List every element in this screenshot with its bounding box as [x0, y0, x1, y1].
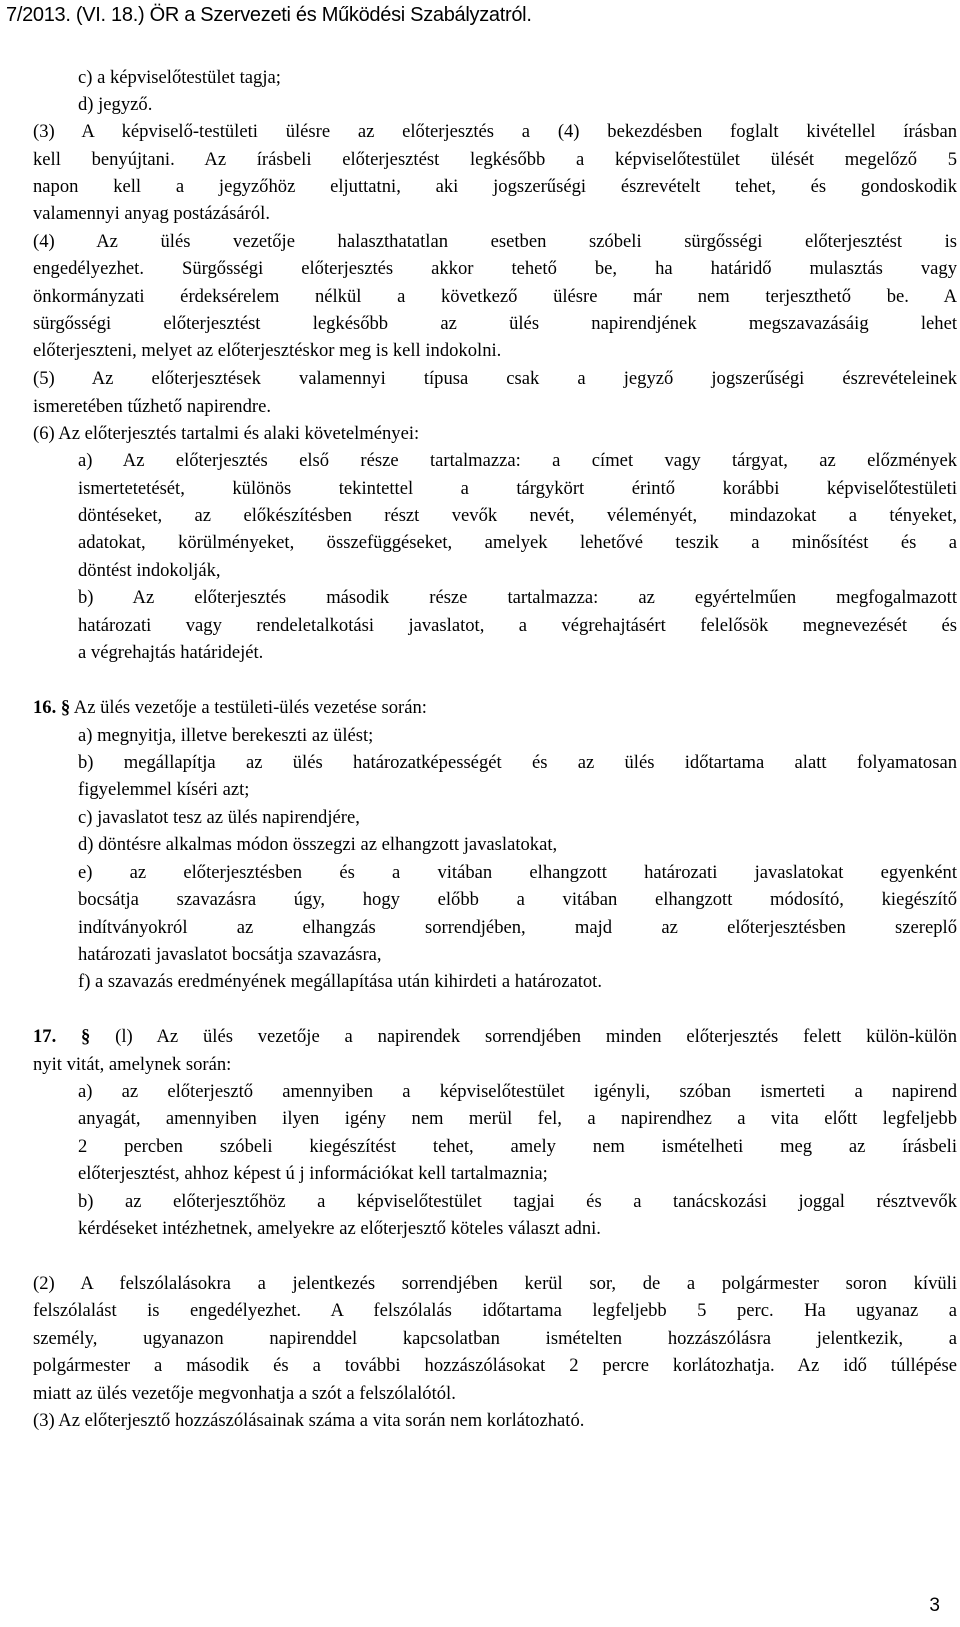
text-line: [78, 941, 382, 968]
text-line: [78, 475, 957, 502]
text-line: [78, 804, 360, 831]
text-line: [78, 1133, 957, 1160]
text-line: [33, 310, 957, 337]
text-line: [33, 200, 270, 227]
line-text: figyelemmel kíséri azt;: [78, 779, 250, 800]
line-text: kell benyújtani. Az írásbeli előterjesztést legkésőbb a képviselőtestület ülését megelőző 5: [33, 149, 957, 170]
section-number: 17. §: [33, 1026, 91, 1047]
line-text: felszólalást is engedélyezhet. A felszólalás időtartama legfeljebb 5 perc. Ha ugyanaz a: [33, 1300, 957, 1321]
text-line: [78, 831, 557, 858]
line-text: a) Az előterjesztés első része tartalmazza: a címet vagy tárgyat, az előzmények: [78, 450, 957, 471]
text-line: [78, 91, 152, 118]
line-text: a végrehajtás határidejét.: [78, 642, 264, 663]
line-text: a) az előterjesztő amennyiben a képviselőtestület igényli, szóban ismerteti a napirend: [78, 1081, 957, 1102]
text-line: [78, 1188, 957, 1215]
text-line: [78, 1215, 601, 1242]
text-line: [33, 118, 957, 145]
line-text: napon kell a jegyzőhöz eljuttatni, aki jogszerűségi észrevételt tehet, és gondoskodik: [33, 176, 957, 197]
text-line: [33, 228, 957, 255]
text-line: [78, 722, 373, 749]
text-line: [78, 584, 957, 611]
text-line: [78, 886, 957, 913]
line-text: határozati javaslatot bocsátja szavazásra,: [78, 944, 382, 965]
text-line: [33, 1297, 957, 1324]
text-line: [78, 64, 281, 91]
text-line: [33, 1051, 231, 1078]
text-line: [78, 1160, 548, 1187]
line-text: bocsátja szavazásra úgy, hogy előbb a vitában elhangzott módosító, kiegészítő: [78, 889, 957, 910]
text-line: [33, 173, 957, 200]
text-line: [33, 1352, 957, 1379]
section-number: 16. §: [33, 697, 71, 718]
line-text: d) jegyző.: [78, 94, 153, 115]
line-text: a) megnyitja, illetve berekeszti az ülést;: [78, 725, 374, 746]
line-text: 2 percben szóbeli kiegészítést tehet, amely nem ismételheti meg az írásbeli: [78, 1136, 957, 1157]
line-text: (3) A képviselő-testületi ülésre az előterjesztés a (4) bekezdésben foglalt kivétellel írásban: [33, 121, 957, 142]
line-text: döntéseket, az előkészítésben részt vevők nevét, véleményét, mindazokat a tényeket,: [78, 505, 957, 526]
text-line: [78, 612, 957, 639]
text-line: [78, 968, 602, 995]
line-text: ismeretében tűzhető napirendre.: [33, 396, 271, 417]
text-line: [33, 1270, 957, 1297]
text-line: [33, 1023, 957, 1050]
text-line: [33, 365, 957, 392]
line-text: anyagát, amennyiben ilyen igény nem merül fel, a napirendhez a vita előtt legfeljebb: [78, 1108, 957, 1129]
line-text: határozati vagy rendeletalkotási javaslatot, a végrehajtásért felelősök megnevezését és: [78, 615, 957, 636]
line-text: (4) Az ülés vezetője halaszthatatlan esetben szóbeli sürgősségi előterjesztést is: [33, 231, 957, 252]
text-line: [33, 146, 957, 173]
line-text: (l) Az ülés vezetője a napirendek sorrendjében minden előterjesztés felett külön-külön: [90, 1026, 957, 1047]
line-text: indítványokról az elhangzás sorrendjében, majd az előterjesztésben szereplő: [78, 917, 957, 938]
line-text: f) a szavazás eredményének megállapítása után kihirdeti a határozatot.: [78, 971, 602, 992]
line-text: ismertetetését, különös tekintettel a tárgykört érintő korábbi képviselőtestületi: [78, 478, 957, 499]
line-text: b) Az előterjesztés második része tartalmazza: az egyértelműen megfogalmazott: [78, 587, 957, 608]
text-line: [78, 529, 957, 556]
line-text: (2) A felszólalásokra a jelentkezés sorrendjében kerül sor, de a polgármester soron kívüli: [33, 1273, 957, 1294]
text-line: [78, 914, 957, 941]
text-line: [78, 557, 221, 584]
line-text: sürgősségi előterjesztést legkésőbb az ülés napirendjének megszavazásáig lehet: [33, 313, 957, 334]
line-text: polgármester a második és a további hozzászólásokat 2 percre korlátozhatja. Az idő túllépése: [33, 1355, 957, 1376]
line-text: Az ülés vezetője a testületi-ülés vezetése során:: [70, 697, 427, 718]
text-line: [78, 749, 957, 776]
page-number: 3: [929, 1595, 940, 1616]
line-text: c) a képviselőtestület tagja;: [78, 67, 281, 88]
line-text: e) az előterjesztésben és a vitában elhangzott határozati javaslatokat egyenként: [78, 862, 957, 883]
text-line: [78, 1078, 957, 1105]
line-text: személy, ugyanazon napirenddel kapcsolatban ismételten hozzászólásra jelentkezik, a: [33, 1328, 957, 1349]
line-text: b) megállapítja az ülés határozatképességét és az ülés időtartama alatt folyamatosan: [78, 752, 957, 773]
line-text: előterjesztést, ahhoz képest ú j információkat kell tartalmaznia;: [78, 1163, 548, 1184]
text-line: [78, 639, 263, 666]
line-text: valamennyi anyag postázásáról.: [33, 203, 270, 224]
text-line: [33, 255, 957, 282]
text-line: [33, 1325, 957, 1352]
line-text: előterjeszteni, melyet az előterjesztéskor meg is kell indokolni.: [33, 340, 502, 361]
text-line: [78, 1105, 957, 1132]
line-text: engedélyezhet. Sürgősségi előterjesztés akkor tehető be, ha határidő mulasztás vagy: [33, 258, 957, 279]
line-text: adatokat, körülményeket, összefüggéseket, amelyek lehetővé teszik a minősítést és a: [78, 532, 957, 553]
line-text: kérdéseket intézhetnek, amelyekre az előterjesztő köteles választ adni.: [78, 1218, 601, 1239]
text-line: [33, 1407, 584, 1434]
line-text: (6) Az előterjesztés tartalmi és alaki követelményei:: [33, 423, 420, 444]
text-line: [33, 420, 419, 447]
text-line: [78, 447, 957, 474]
text-line: [33, 1380, 456, 1407]
line-text: miatt az ülés vezetője megvonhatja a szót a felszólalótól.: [33, 1383, 456, 1404]
line-text: önkormányzati érdeksérelem nélkül a következő ülésre már nem terjeszthető be. A: [33, 286, 957, 307]
text-line: [33, 393, 271, 420]
line-text: d) döntésre alkalmas módon összegzi az elhangzott javaslatokat,: [78, 834, 558, 855]
page-header-title: 7/2013. (VI. 18.) ÖR a Szervezeti és Működési Szabályzatról.: [6, 4, 532, 26]
line-text: nyit vitát, amelynek során:: [33, 1054, 232, 1075]
text-line: [33, 337, 501, 364]
text-line: [33, 283, 957, 310]
text-line: [78, 776, 249, 803]
line-text: c) javaslatot tesz az ülés napirendjére,: [78, 807, 360, 828]
line-text: (5) Az előterjesztések valamennyi típusa csak a jegyző jogszerűségi észrevételeinek: [33, 368, 957, 389]
text-line: [78, 859, 957, 886]
text-line: [33, 694, 427, 721]
line-text: (3) Az előterjesztő hozzászólásainak száma a vita során nem korlátozható.: [33, 1410, 585, 1431]
line-text: döntést indokolják,: [78, 560, 221, 581]
text-line: [78, 502, 957, 529]
line-text: b) az előterjesztőhöz a képviselőtestület tagjai és a tanácskozási joggal résztvevők: [78, 1191, 957, 1212]
